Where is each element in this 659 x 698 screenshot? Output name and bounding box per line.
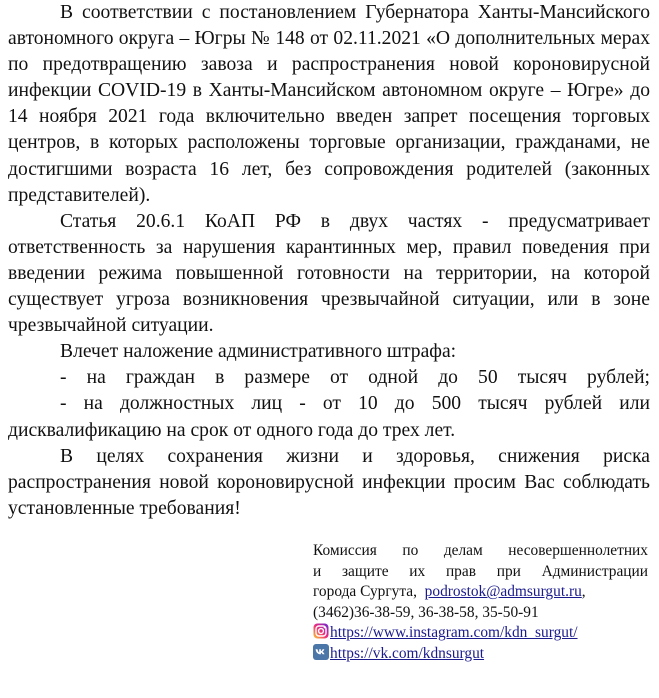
- signature-line-rights: и защите их прав при Администрации: [313, 562, 648, 580]
- instagram-link[interactable]: https://www.instagram.com/kdn_surgut/: [330, 624, 578, 642]
- paragraph-appeal: В целях сохранения жизни и здоровья, снижения риска распространения новой короновирусной инфекции просим Вас соблюдать установленные требования!: [8, 445, 650, 519]
- signature-line-city: [313, 582, 648, 603]
- signature-line-commission: Комиссия по делам несовершеннолетних: [313, 542, 648, 559]
- paragraph-article: Статья 20.6.1 КоАП РФ в двух частях - предусматривает ответственность за нарушения карантинных мер, правил поведения при введении режима повышенной готовности на территории, на которой существует угроза возникновения чрезвычайной ситуации, или в зоне чрезвычайной ситуации.: [8, 210, 650, 337]
- email-link[interactable]: podrostok@admsurgut.ru: [424, 583, 582, 601]
- paragraph-fine-citizens: - на граждан в размере от одной до 50 тысяч рублей;: [60, 367, 650, 389]
- instagram-line: [313, 623, 648, 644]
- paragraph-fine-intro: Влечет наложение административного штрафа:: [60, 341, 457, 363]
- vk-link[interactable]: https://vk.com/kdnsurgut: [330, 644, 485, 662]
- signature-city-suffix: ,: [581, 583, 586, 601]
- paragraph-decree: В соответствии с постановлением Губернатора Ханты-Мансийского автономного округа – Югры № 148 от 02.11.2021 «О дополнительных мерах по предотвращению завоза и распространения новой короновирусной инфекции COVID-19 в Ханты-Мансийском автономном округе – Югре» до 14 ноября 2021 года включительно введен запрет посещения торговых центров, в которых расположены торговые организации, гражданами, не достигшими возраста 16 лет, без сопровождения родителей (законных представителей).: [8, 2, 650, 206]
- notice-body: [8, 0, 650, 522]
- instagram-icon: [313, 623, 329, 639]
- signature-phones: (3462)36-38-59, 36-38-58, 35-50-91: [313, 603, 539, 621]
- vk-icon: [313, 644, 329, 660]
- signature-block: [313, 541, 648, 665]
- paragraph-fine-officials: - на должностных лиц - от 10 до 500 тысяч рублей или дисквалификацию на срок от одного года до трех лет.: [8, 393, 650, 441]
- vk-line: [313, 644, 648, 665]
- signature-city-text: города Сургута,: [313, 583, 417, 601]
